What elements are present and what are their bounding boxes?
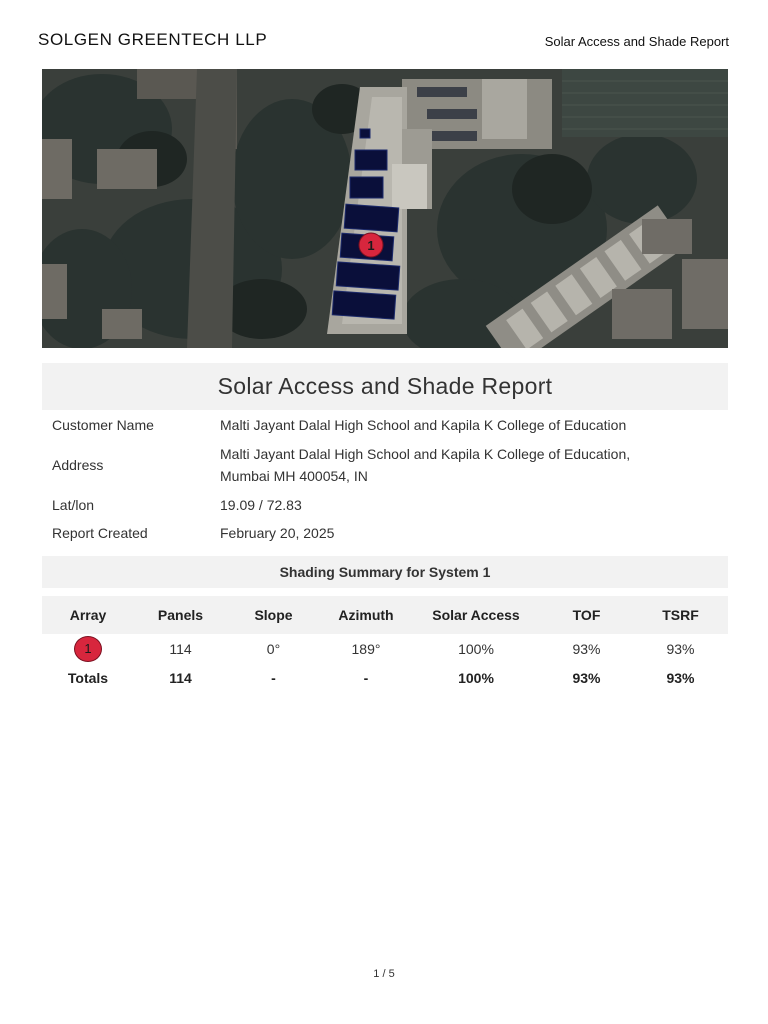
shading-summary-band — [42, 556, 728, 588]
totals-slope: - — [271, 669, 276, 686]
panels-cell: 114 — [169, 640, 192, 657]
address-line-1: Malti Jayant Dalal High School and Kapila K College of Education, — [220, 445, 631, 462]
address-row — [42, 439, 728, 490]
column-header: Panels — [157, 607, 204, 623]
array-cell — [42, 637, 134, 661]
totals-azimuth: - — [363, 669, 369, 686]
header-report-label: Solar Access and Shade Report — [544, 34, 729, 49]
customer-name-value: Malti Jayant Dalal High School and Kapila K College of Education — [220, 416, 627, 433]
shading-summary-table — [42, 596, 728, 692]
table-row — [42, 634, 728, 663]
totals-tsrf: 93% — [666, 669, 695, 686]
totals-tof: 93% — [572, 669, 601, 686]
tof-cell: 93% — [572, 640, 601, 657]
shading-summary-title: Shading Summary for System 1 — [279, 564, 491, 580]
table-header — [42, 596, 728, 634]
latlon-label: Lat/lon — [52, 496, 95, 513]
column-header: Solar Access — [432, 607, 520, 623]
address-label: Address — [52, 456, 104, 473]
solar-access-cell: 100% — [458, 640, 494, 657]
array-badge: 1 — [75, 637, 101, 661]
totals-panels: 114 — [169, 669, 192, 686]
report-title: Solar Access and Shade Report — [217, 373, 553, 399]
column-header: TSRF — [662, 607, 699, 623]
customer-name-label: Customer Name — [52, 416, 154, 433]
svg-text:1: 1 — [367, 238, 375, 253]
tsrf-cell: 93% — [666, 640, 695, 657]
array-marker — [359, 233, 383, 257]
customer-row — [42, 410, 728, 439]
column-header: Array — [69, 607, 107, 623]
column-header: Slope — [254, 607, 293, 623]
created-value: February 20, 2025 — [220, 525, 335, 541]
totals-label: Totals — [67, 669, 109, 686]
aerial-satellite-image — [42, 69, 728, 348]
address-line-2: Mumbai MH 400054, IN — [220, 467, 368, 484]
column-header: Azimuth — [338, 607, 394, 623]
totals-solar-access: 100% — [458, 669, 494, 686]
page-number: 1 / 5 — [373, 968, 395, 980]
report-title-band — [42, 363, 728, 410]
page-header — [0, 0, 768, 60]
latlon-row — [42, 490, 728, 519]
azimuth-cell: 189° — [351, 640, 381, 657]
report-info — [42, 410, 728, 547]
totals-row — [42, 663, 728, 692]
column-header: TOF — [572, 607, 601, 623]
slope-cell: 0° — [266, 640, 281, 657]
latlon-value: 19.09 / 72.83 — [220, 496, 302, 513]
created-row — [42, 519, 728, 547]
address-value — [220, 443, 728, 487]
company-name: SOLGEN GREENTECH LLP — [38, 30, 268, 49]
created-label: Report Created — [52, 525, 148, 541]
